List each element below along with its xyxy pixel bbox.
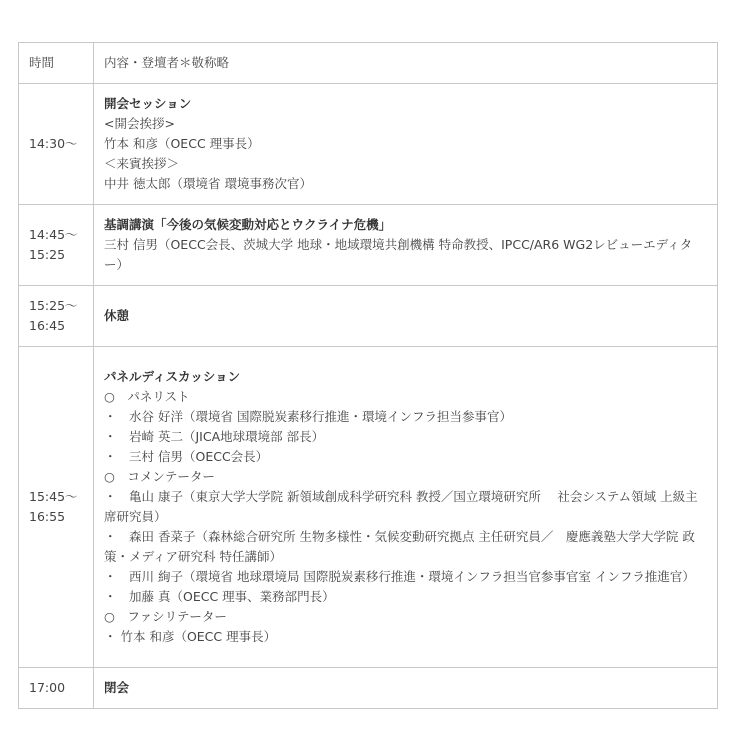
row-time: 14:30〜: [19, 84, 94, 205]
table-header-row: [19, 43, 718, 84]
content-line: ・ 竹本 和彦（OECC 理事長）: [104, 629, 277, 644]
table-row: [19, 668, 718, 709]
content-line: ・ 森田 香菜子（森林総合研究所 生物多様性・気候変動研究拠点 主任研究員／ 慶應義塾大学大学院 政策・メディア研究科 特任講師）: [104, 529, 695, 564]
content-line: ・ 三村 信男（OECC会長）: [104, 449, 269, 464]
row-content: [94, 84, 718, 205]
content-line: ＜来賓挨拶＞: [104, 156, 180, 171]
content-line: ・ 亀山 康子（東京大学大学院 新領域創成科学研究科 教授／国立環境研究所 社会システム領域 上級主席研究員）: [104, 489, 698, 524]
content-line: ○ パネリスト: [104, 389, 190, 404]
row-content: [94, 347, 718, 668]
row-time: 15:25〜16:45: [19, 286, 94, 347]
session-title: 基調講演「今後の気候変動対応とウクライナ危機」: [104, 217, 392, 232]
schedule-table: [18, 42, 718, 709]
content-line: ・ 西川 絢子（環境省 地球環境局 国際脱炭素移行推進・環境インフラ担当官参事官室 インフラ推進官）: [104, 569, 695, 584]
session-title: 休憩: [104, 308, 130, 323]
content-line: 竹本 和彦（OECC 理事長）: [104, 136, 260, 151]
row-time: 17:00: [19, 668, 94, 709]
table-row: [19, 347, 718, 668]
session-title: 開会セッション: [104, 96, 192, 111]
row-time: 14:45〜15:25: [19, 205, 94, 286]
row-content: [94, 286, 718, 347]
session-title: パネルディスカッション: [104, 369, 241, 384]
content-line: ○ コメンテーター: [104, 469, 215, 484]
row-time: 15:45〜16:55: [19, 347, 94, 668]
content-line: ・ 岩崎 英二（JICA地球環境部 部長）: [104, 429, 325, 444]
header-content-cell: 内容・登壇者＊敬称略: [94, 43, 718, 84]
session-title: 閉会: [104, 680, 130, 695]
row-content: [94, 205, 718, 286]
content-line: 三村 信男（OECC会長、茨城大学 地球・地域環境共創機構 特命教授、IPCC/AR6 WG2レビューエディター）: [104, 237, 693, 272]
header-time-cell: 時間: [19, 43, 94, 84]
content-line: <開会挨拶>: [104, 116, 175, 131]
content-line: ・ 水谷 好洋（環境省 国際脱炭素移行推進・環境インフラ担当参事官）: [104, 409, 512, 424]
table-row: [19, 286, 718, 347]
content-line: 中井 徳太郎（環境省 環境事務次官）: [104, 176, 312, 191]
table-row: [19, 84, 718, 205]
row-content: [94, 668, 718, 709]
table-row: [19, 205, 718, 286]
content-line: ・ 加藤 真（OECC 理事、業務部門長）: [104, 589, 335, 604]
content-line: ○ ファシリテーター: [104, 609, 227, 624]
